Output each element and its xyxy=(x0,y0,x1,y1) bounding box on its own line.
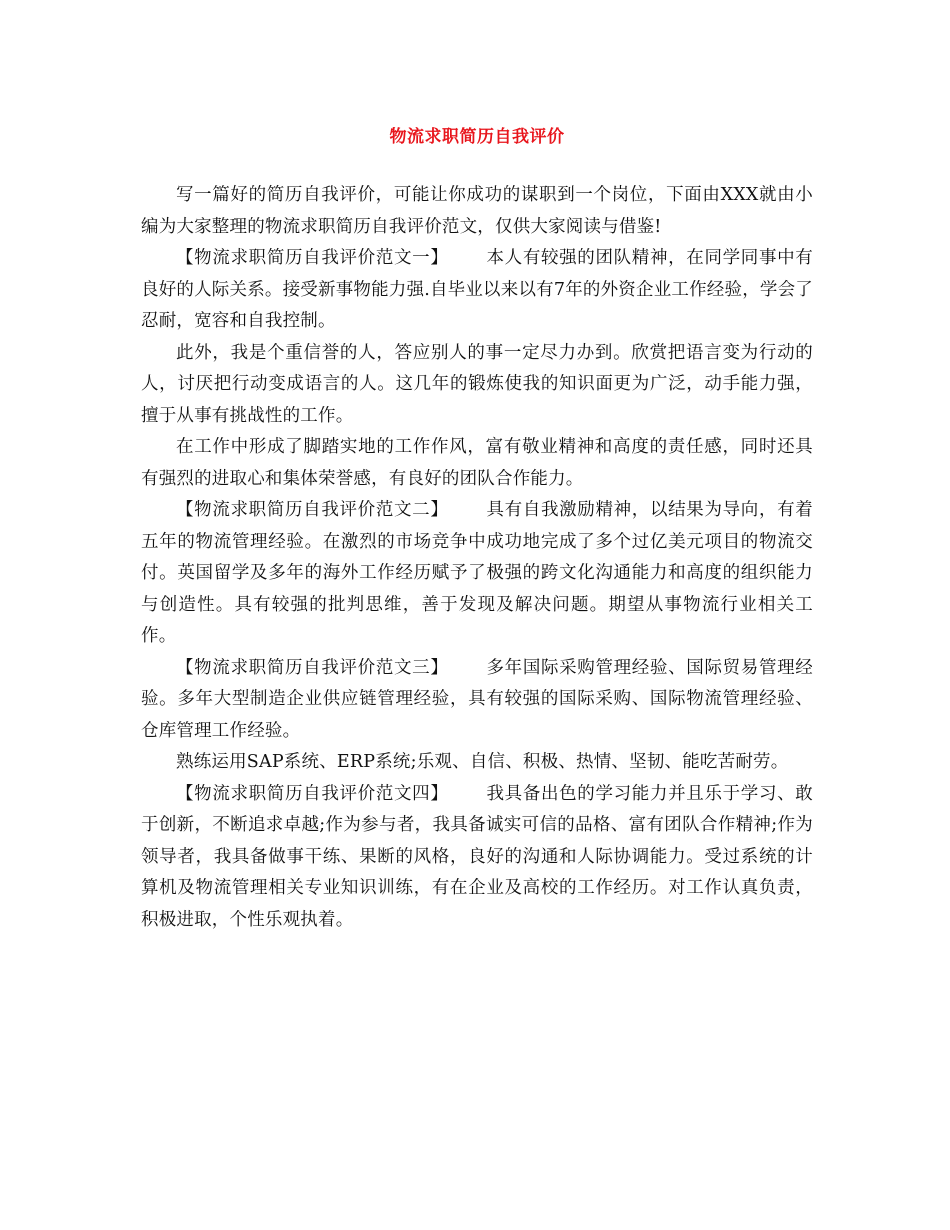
paragraph-text: 本人有较强的团队精神，在同学同事中有良好的人际关系。接受新事物能力强.自毕业以来以有7年的外资企业工作经验，学会了忍耐，宽容和自我控制。 xyxy=(141,248,813,331)
paragraph-text: 多年国际采购管理经验、国际贸易管理经验。多年大型制造企业供应链管理经验，具有较强的国际采购、国际物流管理经验、仓库管理工作经验。 xyxy=(141,657,813,741)
sample-heading: 【物流求职简历自我评价范文二】 xyxy=(176,500,449,520)
paragraph-text: 我具备出色的学习能力并且乐于学习、敢于创新，不断追求卓越;作为参与者，我具备诚实可信的品格、富有团队合作精神;作为领导者，我具备做事干练、果断的风格，良好的沟通和人际协调能力。受过系统的计算机及物流管理相关专业知识训练，有在企业及高校的工作经历。对工作认真负责，积极进取，个性乐观执着。 xyxy=(141,783,813,930)
paragraph-text: 此外，我是个重信誉的人，答应别人的事一定尽力办到。欣赏把语言变为行动的人，讨厌把行动变成语言的人。这几年的锻炼使我的知识面更为广泛，动手能力强，擅于从事有挑战性的工作。 xyxy=(141,342,813,426)
sample-heading: 【物流求职简历自我评价范文四】 xyxy=(176,783,449,804)
document-title: 物流求职简历自我评价 xyxy=(389,127,565,147)
body-paragraph xyxy=(141,747,813,779)
intro-paragraph xyxy=(141,180,813,243)
paragraph-text: 写一篇好的简历自我评价，可能让你成功的谋职到一个岗位，下面由XXX就由小编为大家整理的物流求职简历自我评价范文，仅供大家阅读与借鉴! xyxy=(141,185,813,237)
body-paragraph xyxy=(141,338,813,433)
body-paragraph xyxy=(141,432,813,495)
paragraph-text: 熟练运用SAP系统、ERP系统;乐观、自信、积极、热情、坚韧、能吃苦耐劳。 xyxy=(176,752,789,772)
sample-one-paragraph xyxy=(141,243,813,338)
paragraph-text: 在工作中形成了脚踏实地的工作作风，富有敬业精神和高度的责任感，同时还具有强烈的进取心和集体荣誉感，有良好的团队合作能力。 xyxy=(141,437,813,489)
sample-heading: 【物流求职简历自我评价范文三】 xyxy=(176,657,449,678)
sample-four-paragraph xyxy=(141,779,813,937)
document-page xyxy=(141,122,813,936)
sample-heading: 【物流求职简历自我评价范文一】 xyxy=(176,248,449,268)
paragraph-text: 具有自我激励精神，以结果为导向，有着五年的物流管理经验。在激烈的市场竞争中成功地完成了多个过亿美元项目的物流交付。英国留学及多年的海外工作经历赋予了极强的跨文化沟通能力和高度的组织能力与创造性。具有较强的批判思维，善于发现及解决问题。期望从事物流行业相关工作。 xyxy=(141,500,813,646)
sample-three-paragraph xyxy=(141,653,813,748)
sample-two-paragraph xyxy=(141,495,813,653)
